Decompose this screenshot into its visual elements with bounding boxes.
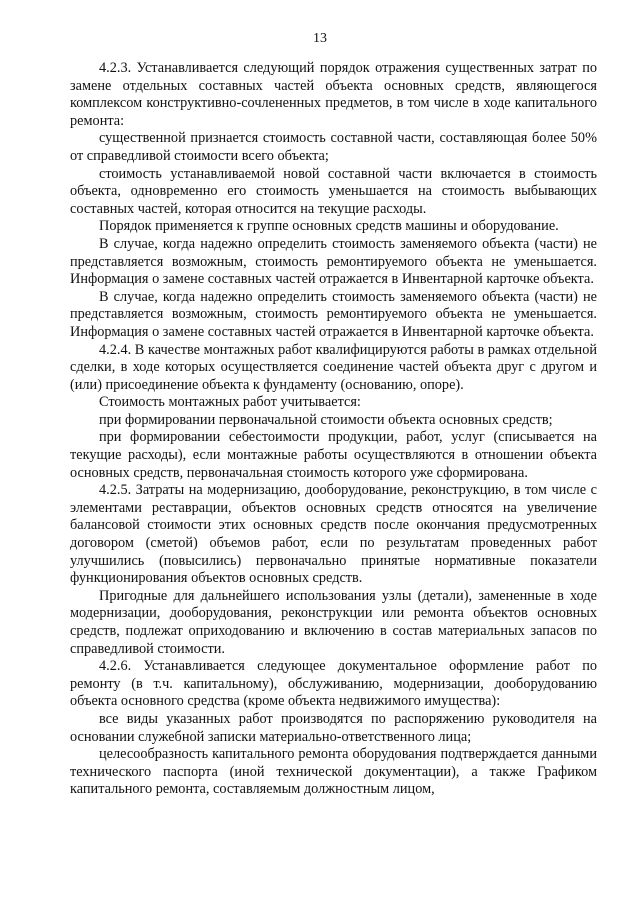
paragraph-new-part-cost: стоимость устанавливаемой новой составной части включается в стоимость объекта, одновременно его стоимость уменьшается на стоимость выбывающих составных частей, которая относится на текущие расходы. <box>70 165 597 217</box>
paragraph-usable-parts: Пригодные для дальнейшего использования узлы (детали), замененные в ходе модернизации, дооборудования, реконструкции или ремонта объектов основных средств, подлежат оприходованию и включению в состав материальных запасов по справедливой стоимости. <box>70 587 597 657</box>
page-number: 13 <box>313 31 327 46</box>
paragraph-installation-cost: Стоимость монтажных работ учитывается: <box>99 394 361 411</box>
paragraph-4-2-6: 4.2.6. Устанавливается следующее документальное оформление работ по ремонту (в т.ч. капитальному), обслуживанию, модернизации, дооборудованию объекта основного средства (кроме объекта недвижимого имущества): <box>70 658 597 710</box>
paragraph-4-2-4: 4.2.4. В качестве монтажных работ квалифицируются работы в рамках отдельной сделки, в ходе которых осуществляется соединение частей объекта друг с другом и (или) присоединение объекта к фундаменту (основанию, опоре). <box>70 341 597 393</box>
paragraph-initial-cost: при формировании первоначальной стоимости объекта основных средств; <box>99 411 553 428</box>
paragraph-significance-criterion: существенной признается стоимость составной части, составляющая более 50% от справедливой стоимости всего объекта; <box>70 130 597 164</box>
document-body <box>70 60 597 799</box>
paragraph-4-2-3: 4.2.3. Устанавливается следующий порядок отражения существенных затрат по замене отдельных составных частей объекта основных средств, являющегося комплексом конструктивно-сочлененных предметов, в том числе в ходе капитального ремонта: <box>70 60 597 129</box>
paragraph-work-order: все виды указанных работ производятся по распоряжению руководителя на основании служебной записки материально-ответственного лица; <box>70 710 597 745</box>
paragraph-4-2-5: 4.2.5. Затраты на модернизацию, дооборудование, реконструкцию, в том числе с элементами реставрации, объектов основных средств относятся на увеличение балансовой стоимости этих основных средств после окончания предусмотренных договором (сметой) объемов работ, если по результатам проведенных работ улучшились (повысились) первоначально принятые нормативные показатели функционирования объектов основных средств. <box>70 482 597 587</box>
paragraph-replacement-undetermined-1: В случае, когда надежно определить стоимость заменяемого объекта (части) не представляется возможным, стоимость ремонтируемого объекта не уменьшается. Информация о замене составных частей отражается в Инвентарной карточке объекта. <box>70 235 597 288</box>
paragraph-production-cost: при формировании себестоимости продукции, работ, услуг (списывается на текущие расходы), если монтажные работы осуществляются в отношении объекта основных средств, первоначальная стоимость которого уже сформирована. <box>70 429 597 481</box>
paragraph-scope: Порядок применяется к группе основных средств машины и оборудование. <box>99 218 559 235</box>
paragraph-replacement-undetermined-2: В случае, когда надежно определить стоимость заменяемого объекта (части) не представляется возможным, стоимость ремонтируемого объекта не уменьшается. Информация о замене составных частей отражается в Инвентарной карточке объекта. <box>70 288 597 340</box>
paragraph-repair-justification: целесообразность капитального ремонта оборудования подтверждается данными технического паспорта (иной технической документации), а также Графиком капитального ремонта, составляемым должностным лицом, <box>70 746 597 798</box>
